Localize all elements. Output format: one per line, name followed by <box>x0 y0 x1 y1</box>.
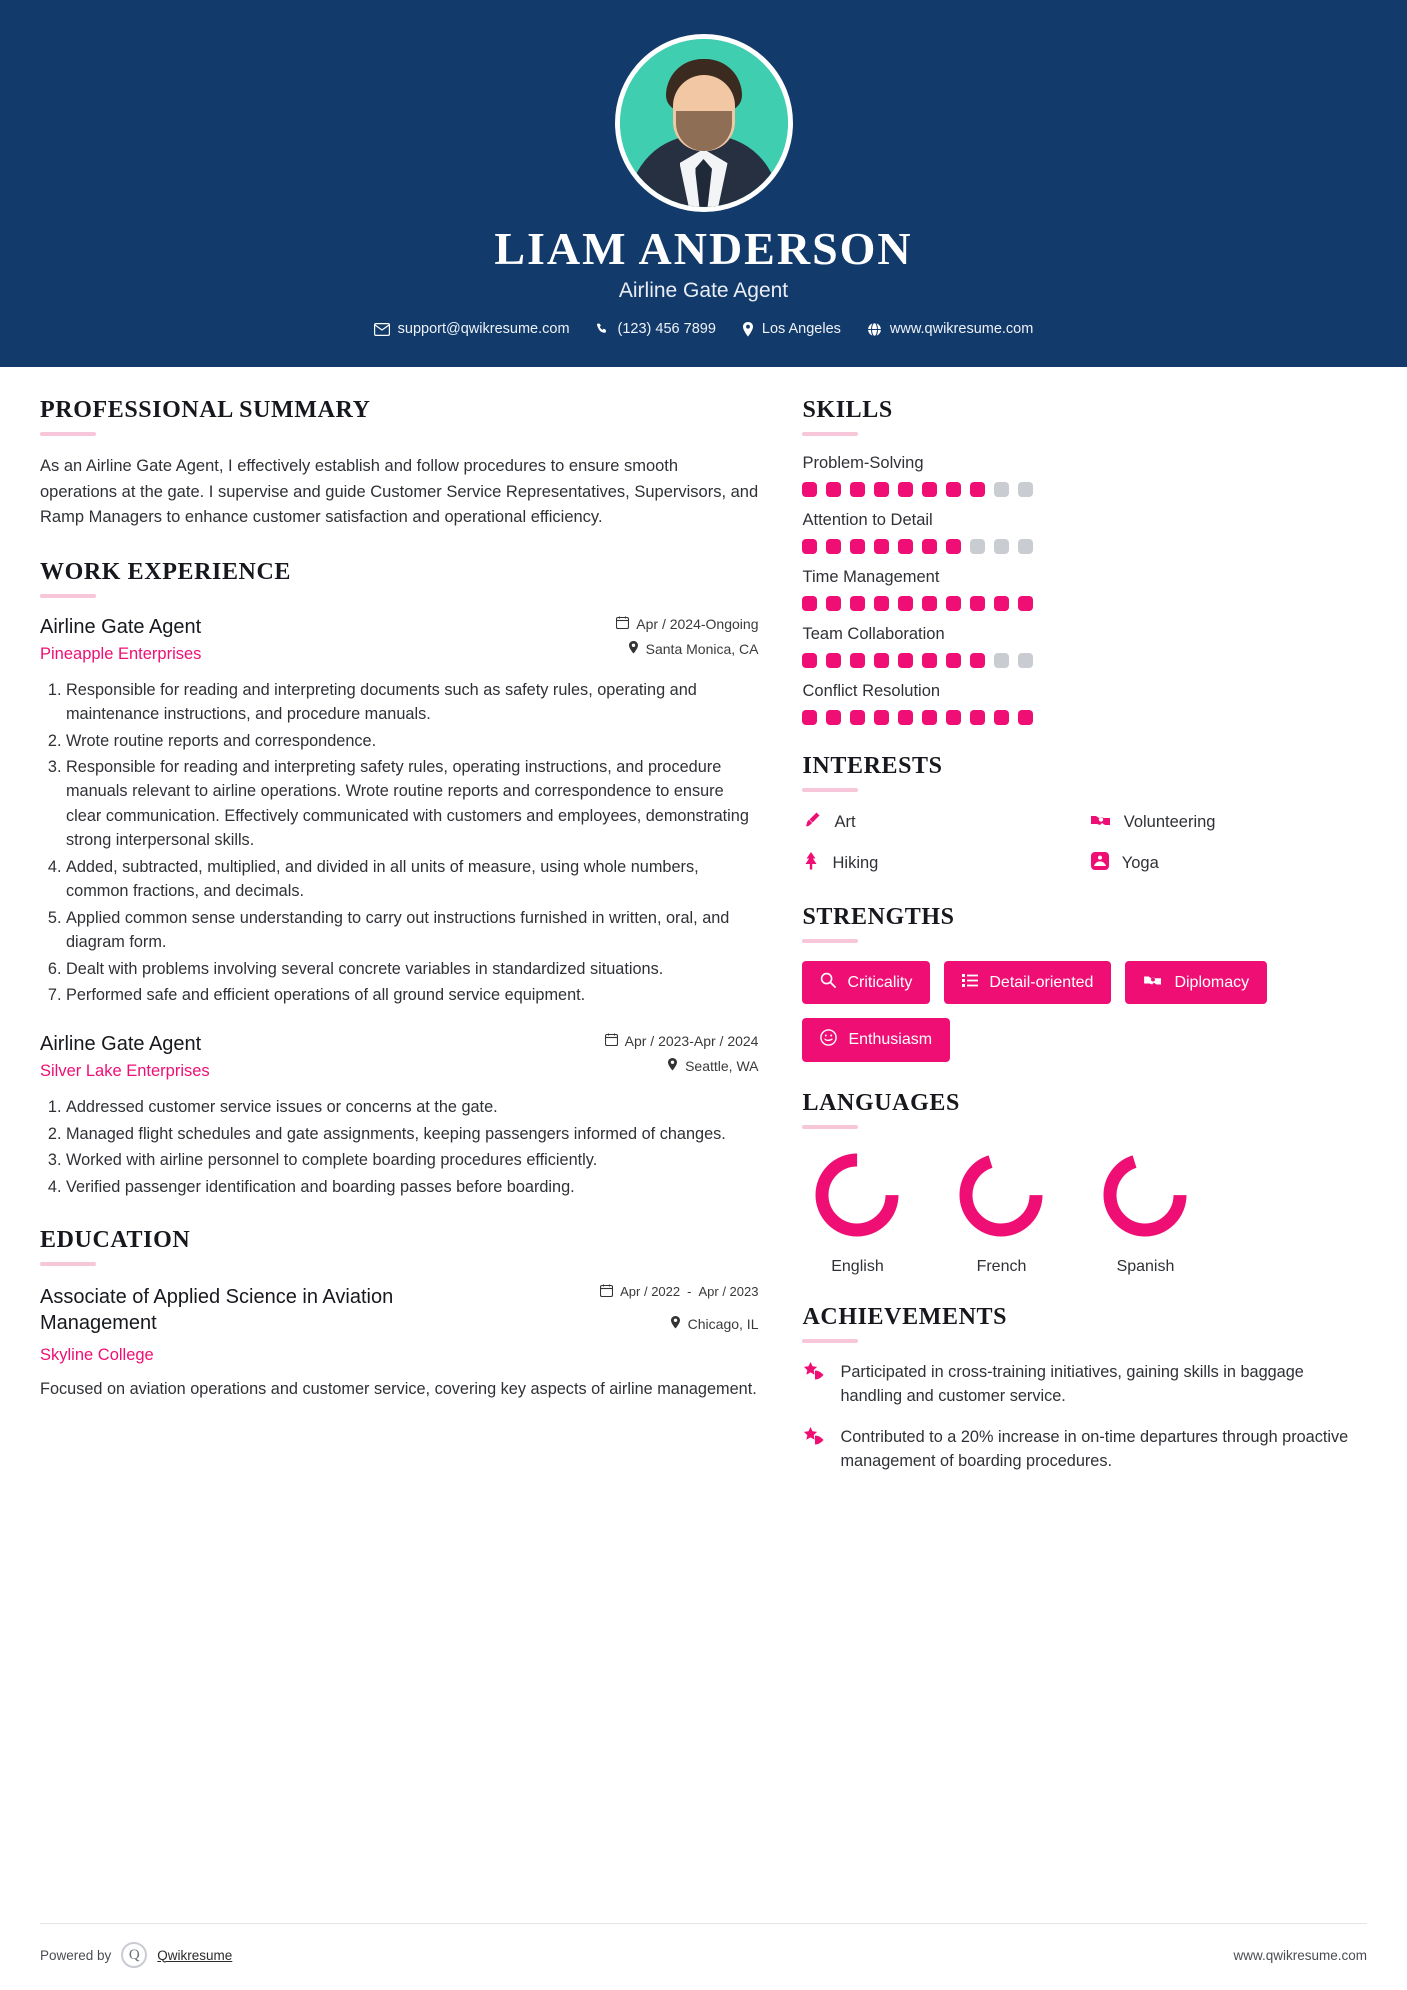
location-pin-icon <box>628 641 639 657</box>
education-location: Chicago, IL <box>687 1316 759 1333</box>
strength-chip-enthusiasm <box>802 1018 950 1062</box>
job-bullet: 6. Dealt with problems involving several concrete variables in standardized situations. <box>66 957 758 981</box>
skill-item <box>802 625 1367 668</box>
job-bullets <box>40 678 758 1008</box>
skill-rating <box>802 539 1367 554</box>
footer-website[interactable]: www.qwikresume.com <box>1233 1947 1367 1963</box>
interest-item <box>802 810 1079 835</box>
job-dates: Apr / 2023-Apr / 2024 <box>624 1033 759 1050</box>
job-location: Santa Monica, CA <box>645 640 759 657</box>
section-divider <box>802 1125 858 1129</box>
interests-heading: INTERESTS <box>802 753 943 779</box>
achievement-item <box>802 1426 1367 1473</box>
profile-photo <box>620 39 788 207</box>
skill-item <box>802 568 1367 611</box>
contact-location[interactable] <box>742 321 841 337</box>
section-divider <box>802 1339 858 1343</box>
interest-item <box>1090 810 1367 835</box>
skill-label: Team Collaboration <box>802 625 945 643</box>
skills-heading: SKILLS <box>802 397 893 423</box>
calendar-icon <box>605 1033 618 1049</box>
education-degree: Associate of Applied Science in Aviation Management <box>40 1286 394 1335</box>
language-item <box>946 1147 1056 1276</box>
education-meta <box>600 1284 758 1332</box>
section-divider <box>802 939 858 943</box>
interest-label: Art <box>834 813 856 831</box>
achievements-heading: ACHIEVEMENTS <box>802 1304 1008 1330</box>
achievement-item <box>802 1361 1367 1408</box>
section-divider <box>40 1262 96 1266</box>
skill-item <box>802 454 1367 497</box>
header-job-title: Airline Gate Agent <box>618 279 789 302</box>
education-heading: EDUCATION <box>40 1227 191 1254</box>
work-heading: WORK EXPERIENCE <box>40 558 292 585</box>
languages-heading: LANGUAGES <box>802 1090 960 1116</box>
job-bullet: 3. Worked with airline personnel to complete boarding procedures efficiently. <box>66 1148 758 1172</box>
section-languages <box>802 1090 1367 1276</box>
section-skills <box>802 397 1367 725</box>
languages-row <box>802 1147 1367 1276</box>
job-company: Silver Lake Enterprises <box>40 1062 210 1081</box>
avatar <box>615 34 793 212</box>
achievement-text: Participated in cross-training initiatives, gaining skills in baggage handling and customer service. <box>840 1363 1304 1405</box>
skill-label: Attention to Detail <box>802 511 933 529</box>
skill-label: Conflict Resolution <box>802 682 941 700</box>
job-bullets <box>40 1095 758 1199</box>
contact-row <box>0 321 1407 337</box>
job-role: Airline Gate Agent <box>40 1033 202 1056</box>
list-icon <box>962 973 978 993</box>
education-start-date: Apr / 2022 <box>620 1284 681 1300</box>
job-bullet: 2. Managed flight schedules and gate assignments, keeping passengers informed of changes. <box>66 1122 758 1146</box>
education-description: Focused on aviation operations and customer service, covering key aspects of airline management. <box>40 1380 757 1399</box>
language-progress-ring <box>809 1147 905 1243</box>
section-summary <box>40 397 758 531</box>
interest-item <box>802 851 1079 876</box>
language-progress-ring <box>953 1147 1049 1243</box>
language-label: French <box>976 1258 1027 1275</box>
job-bullet: 4. Verified passenger identification and boarding passes before boarding. <box>66 1175 758 1199</box>
powered-by-label: Powered by <box>40 1947 112 1963</box>
job-entry <box>40 1033 758 1199</box>
page-title: LIAM ANDERSON <box>494 223 913 274</box>
contact-location-text: Los Angeles <box>761 321 841 337</box>
achievement-text: Contributed to a 20% increase in on-time departures through proactive management of boarding procedures. <box>840 1428 1349 1470</box>
handshake-icon <box>1143 972 1163 993</box>
resume-header <box>0 0 1407 367</box>
strength-label: Enthusiasm <box>848 1031 933 1048</box>
star-badge-icon <box>802 1426 826 1473</box>
section-divider <box>802 788 858 792</box>
strength-chip-diplomacy <box>1125 961 1267 1004</box>
job-company: Pineapple Enterprises <box>40 644 202 663</box>
education-school: Skyline College <box>40 1346 154 1365</box>
strengths-list <box>802 961 1367 1062</box>
smiley-icon <box>820 1029 837 1051</box>
skill-rating <box>802 596 1367 611</box>
strength-chip-criticality <box>802 961 930 1004</box>
section-work-experience <box>40 559 758 1199</box>
contact-email[interactable] <box>374 321 570 337</box>
strengths-heading: STRENGTHS <box>802 904 955 930</box>
section-strengths <box>802 904 1367 1062</box>
calendar-icon <box>616 616 629 632</box>
skill-rating <box>802 653 1367 668</box>
language-item <box>802 1147 912 1276</box>
job-location: Seattle, WA <box>685 1058 759 1075</box>
contact-website-text: www.qwikresume.com <box>889 321 1034 337</box>
education-end-date: Apr / 2023 <box>698 1284 759 1300</box>
job-role: Airline Gate Agent <box>40 615 202 638</box>
section-achievements <box>802 1304 1367 1474</box>
contact-phone[interactable] <box>596 321 716 337</box>
skill-rating <box>802 710 1367 725</box>
left-column <box>40 397 758 1907</box>
education-entry <box>40 1284 758 1401</box>
search-icon <box>820 972 836 993</box>
location-pin-icon <box>670 1316 681 1332</box>
section-education <box>40 1227 758 1401</box>
contact-phone-text: (123) 456 7899 <box>617 321 716 337</box>
job-bullet: 5. Applied common sense understanding to carry out instructions furnished in written, oral, and diagram form. <box>66 906 758 955</box>
job-meta <box>605 1033 759 1083</box>
star-badge-icon <box>802 1361 826 1408</box>
section-divider <box>40 432 96 436</box>
interest-label: Hiking <box>832 854 879 872</box>
skill-item <box>802 682 1367 725</box>
location-pin-icon <box>742 322 754 337</box>
date-separator: - <box>687 1284 692 1300</box>
skill-rating <box>802 482 1367 497</box>
contact-email-text: support@qwikresume.com <box>397 321 570 337</box>
strength-label: Detail-oriented <box>989 973 1094 991</box>
job-dates: Apr / 2024-Ongoing <box>636 615 759 632</box>
skill-label: Problem-Solving <box>802 454 924 472</box>
job-bullet: 2. Wrote routine reports and correspondence. <box>66 729 758 753</box>
envelope-icon <box>374 323 390 336</box>
language-item <box>1090 1147 1200 1276</box>
section-divider <box>40 594 96 598</box>
tree-icon <box>802 851 820 876</box>
job-bullet: 7. Performed safe and efficient operations of all ground service equipment. <box>66 983 758 1007</box>
powered-by-block <box>40 1942 232 1968</box>
phone-icon <box>596 322 610 336</box>
language-label: Spanish <box>1116 1258 1175 1275</box>
yoga-icon <box>1090 851 1110 876</box>
job-bullet: 3. Responsible for reading and interpreting safety rules, operating instructions, and procedure manuals relevant to airline operations. Wrote routine reports and correspondence to ensure clear communication. Effectively communicated with customers and employees, demonstrating strong interpersonal skills. <box>66 755 758 853</box>
interest-item <box>1090 851 1367 876</box>
location-pin-icon <box>667 1058 678 1074</box>
strength-label: Diplomacy <box>1174 973 1250 991</box>
language-label: English <box>831 1258 884 1275</box>
page-footer <box>40 1923 1367 1990</box>
paintbrush-icon <box>802 810 822 835</box>
interest-label: Yoga <box>1121 854 1159 872</box>
strength-chip-detail-oriented <box>944 961 1111 1004</box>
skill-label: Time Management <box>802 568 940 586</box>
job-bullet: 1. Responsible for reading and interpreting documents such as safety rules, operating and maintenance instructions, and procedure manuals. <box>66 678 758 727</box>
section-divider <box>802 432 858 436</box>
resume-body <box>0 367 1407 1907</box>
qwikresume-brand-link[interactable]: Qwikresume <box>157 1947 233 1963</box>
job-entry <box>40 616 758 1008</box>
job-meta <box>616 616 758 666</box>
calendar-icon <box>600 1284 613 1300</box>
job-bullet: 4. Added, subtracted, multiplied, and divided in all units of measure, using whole numbers, common fractions, and decimals. <box>66 855 758 904</box>
right-column <box>802 397 1367 1907</box>
qwikresume-logo-icon: Q <box>121 1942 147 1968</box>
skill-item <box>802 511 1367 554</box>
interests-grid <box>802 810 1367 876</box>
contact-website[interactable] <box>867 321 1033 337</box>
summary-text: As an Airline Gate Agent, I effectively establish and follow procedures to ensure smooth operations at the gate. I supervise and guide Customer Service Representatives, Supervisors, and Ramp Managers to enhance customer satisfaction and operational efficiency. <box>40 457 759 527</box>
strength-label: Criticality <box>847 973 913 991</box>
interest-label: Volunteering <box>1123 813 1216 831</box>
handshake-icon <box>1090 811 1112 834</box>
globe-icon <box>867 322 882 337</box>
job-bullet: 1. Addressed customer service issues or concerns at the gate. <box>66 1095 758 1119</box>
section-interests <box>802 753 1367 876</box>
summary-heading: PROFESSIONAL SUMMARY <box>40 397 371 423</box>
language-progress-ring <box>1097 1147 1193 1243</box>
